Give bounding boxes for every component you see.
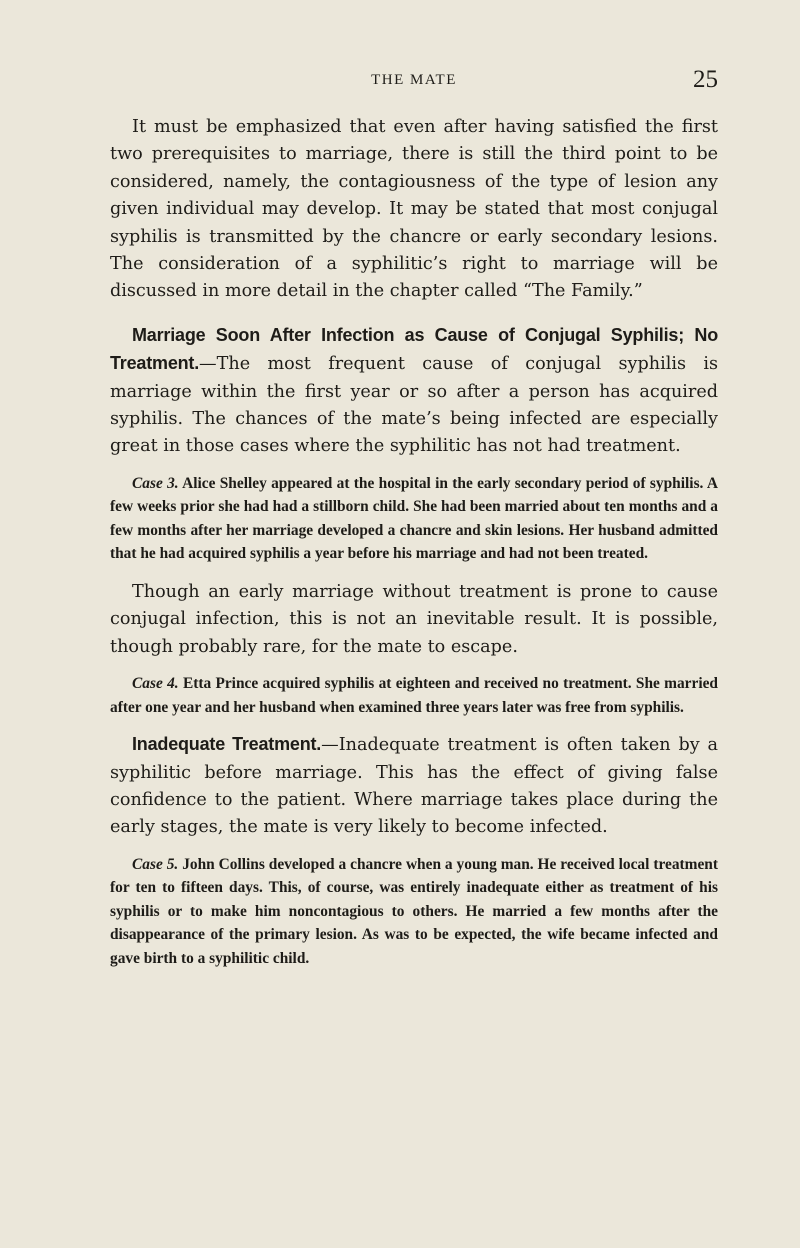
running-title: THE MATE — [371, 72, 457, 88]
running-head — [110, 66, 718, 96]
case-4-label: Case 4. — [132, 675, 179, 693]
case-5-label: Case 5. — [132, 855, 179, 873]
section-heading-inadequate-treatment: Inadequate Treatment. — [132, 734, 322, 755]
section-text-inadequate-treatment: —Inadequate treatment is often taken by a syphilitic before marriage. This has the effect of giving false confidence to the patient. Where marriage takes place during the early stages, the mate is very likely to become infected. — [110, 735, 718, 838]
case-4 — [110, 672, 718, 719]
escape-paragraph: Though an early marriage without treatment is prone to cause conjugal infection, this is not an inevitable result. It is possible, though probably rare, for the mate to escape. — [110, 581, 718, 657]
case-3-label: Case 3. — [132, 474, 179, 492]
section-inadequate-treatment — [110, 731, 718, 842]
case-4-text: Etta Prince acquired syphilis at eighteen and received no treatment. She married after one year and her husband when examined three years later was free from syphilis. — [110, 675, 718, 716]
body-text — [110, 114, 718, 970]
case-3 — [110, 472, 718, 566]
section-text-marriage-soon: —The most frequent cause of conjugal syphilis is marriage within the first year or so after a person has acquired syphilis. The chances of the mate’s being infected are especially great in those cases where the syphilitic has not had treatment. — [110, 354, 718, 457]
page-number: 25 — [693, 66, 718, 93]
section-marriage-soon-after-infection — [110, 322, 718, 461]
section-heading-marriage-soon: Marriage Soon After Infection as Cause of Conjugal Syphilis; No Treatment. — [110, 324, 718, 374]
case-5-text: John Collins developed a chancre when a young man. He received local treatment for ten to fifteen days. This, of course, was entirely inadequate either as treatment of his syphilis or to make him noncontagious to others. He married a few months after the disappearance of the primary lesion. As was to be expected, the wife became infected and gave birth to a syphilitic child. — [110, 855, 718, 967]
intro-paragraph: It must be emphasized that even after having satisfied the first two prerequisites to marriage, there is still the third point to be considered, namely, the contagiousness of the type of lesion any given individual may develop. It may be stated that most conjugal syphilis is transmitted by the chancre or early secondary lesions. The consideration of a syphilitic’s right to marriage will be discussed in more detail in the chapter called “The Family.” — [110, 117, 718, 302]
case-5 — [110, 853, 718, 971]
case-3-text: Alice Shelley appeared at the hospital in the early secondary period of syphilis. A few weeks prior she had had a stillborn child. She had been married about ten months and a few months after her marriage developed a chancre and skin lesions. Her husband admitted that he had acquired syphilis a year before his marriage and had not been treated. — [110, 474, 718, 563]
